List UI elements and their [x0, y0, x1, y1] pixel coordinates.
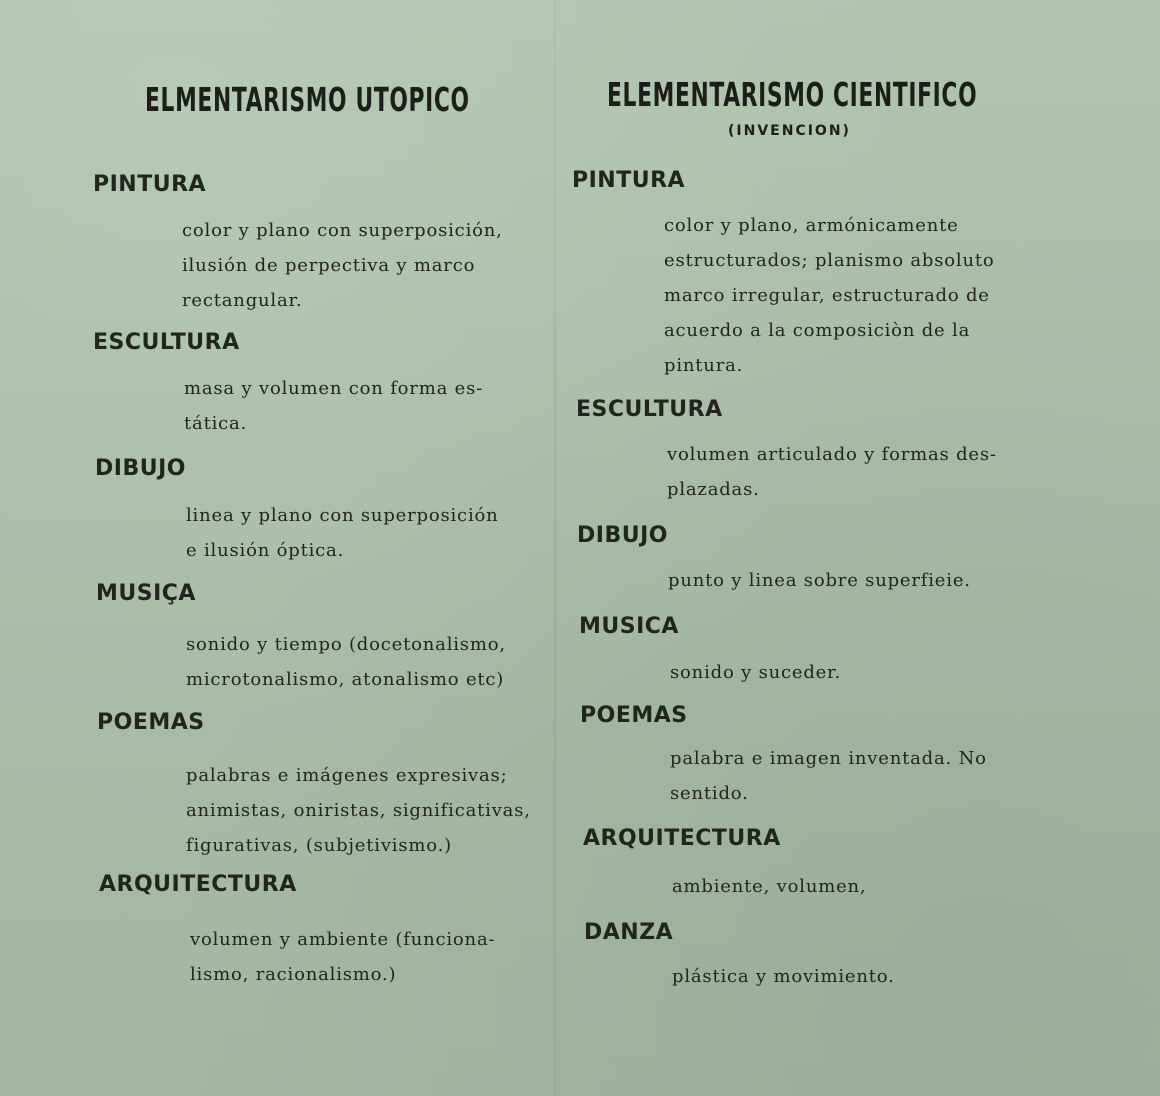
- right-heading-musica: MUSICA: [579, 614, 679, 639]
- desc-line: palabras e imágenes expresivas;: [186, 765, 508, 786]
- desc-line: ilusión de perpectiva y marco: [182, 255, 476, 276]
- left-heading-pintura: PINTURA: [93, 172, 207, 197]
- desc-line: pintura.: [664, 355, 744, 376]
- desc-line: color y plano, armónicamente: [664, 215, 959, 236]
- right-heading-escultura: ESCULTURA: [576, 397, 723, 422]
- left-desc-poemas: [186, 758, 531, 863]
- desc-line: volumen y ambiente (funciona-: [190, 929, 496, 950]
- left-heading-arquitectura: ARQUITECTURA: [99, 872, 297, 897]
- left-heading-musica: MUSIÇA: [96, 581, 196, 606]
- desc-line: figurativas, (subjetivismo.): [186, 835, 452, 856]
- desc-line: lismo, racionalismo.): [190, 964, 397, 985]
- right-heading-pintura: PINTURA: [572, 168, 686, 193]
- left-desc-arquitectura: [190, 922, 495, 992]
- right-heading-arquitectura: ARQUITECTURA: [583, 826, 781, 851]
- desc-line: microtonalismo, atonalismo etc): [186, 669, 505, 690]
- desc-line: volumen articulado y formas des-: [667, 444, 997, 465]
- right-column-subtitle: (INVENCION): [728, 123, 851, 139]
- desc-line: plástica y movimiento.: [672, 966, 895, 987]
- desc-line: linea y plano con superposición: [186, 505, 499, 526]
- desc-line: rectangular.: [182, 290, 303, 311]
- right-heading-poemas: POEMAS: [580, 703, 688, 728]
- right-heading-danza: DANZA: [584, 920, 674, 945]
- desc-line: e ilusión óptica.: [186, 540, 345, 561]
- right-desc-arquitectura: [672, 869, 866, 904]
- desc-line: palabra e imagen inventada. No: [670, 748, 987, 769]
- right-desc-escultura: [667, 437, 997, 507]
- right-desc-pintura: [664, 208, 995, 383]
- desc-line: ambiente, volumen,: [672, 876, 867, 897]
- desc-line: tática.: [184, 413, 248, 434]
- desc-line: masa y volumen con forma es-: [184, 378, 484, 399]
- left-heading-escultura: ESCULTURA: [93, 330, 240, 355]
- right-desc-danza: [672, 959, 895, 994]
- desc-line: animistas, oniristas, significativas,: [186, 800, 531, 821]
- desc-line: sonido y tiempo (docetonalismo,: [186, 634, 506, 655]
- desc-line: punto y linea sobre superfieie.: [668, 570, 971, 591]
- right-desc-poemas: [670, 741, 987, 811]
- right-heading-dibujo: DIBUJO: [577, 523, 668, 548]
- desc-line: sentido.: [670, 783, 749, 804]
- desc-line: color y plano con superposición,: [182, 220, 503, 241]
- right-column-title: ELEMENTARISMO CIENTIFICO: [607, 75, 978, 114]
- desc-line: estructurados; planismo absoluto: [664, 250, 995, 271]
- left-heading-poemas: POEMAS: [97, 710, 205, 735]
- left-desc-escultura: [184, 371, 483, 441]
- desc-line: acuerdo a la composiciòn de la: [664, 320, 971, 341]
- desc-line: marco irregular, estructurado de: [664, 285, 990, 306]
- left-heading-dibujo: DIBUJO: [95, 456, 186, 481]
- left-desc-pintura: [182, 213, 503, 318]
- left-desc-dibujo: [186, 498, 499, 568]
- left-desc-musica: [186, 627, 506, 697]
- desc-line: plazadas.: [667, 479, 760, 500]
- left-column-title: ELMENTARISMO UTOPICO: [145, 80, 470, 119]
- right-desc-dibujo: [668, 563, 971, 598]
- desc-line: sonido y suceder.: [670, 662, 842, 683]
- paper-fold: [554, 0, 556, 1096]
- right-desc-musica: [670, 655, 841, 690]
